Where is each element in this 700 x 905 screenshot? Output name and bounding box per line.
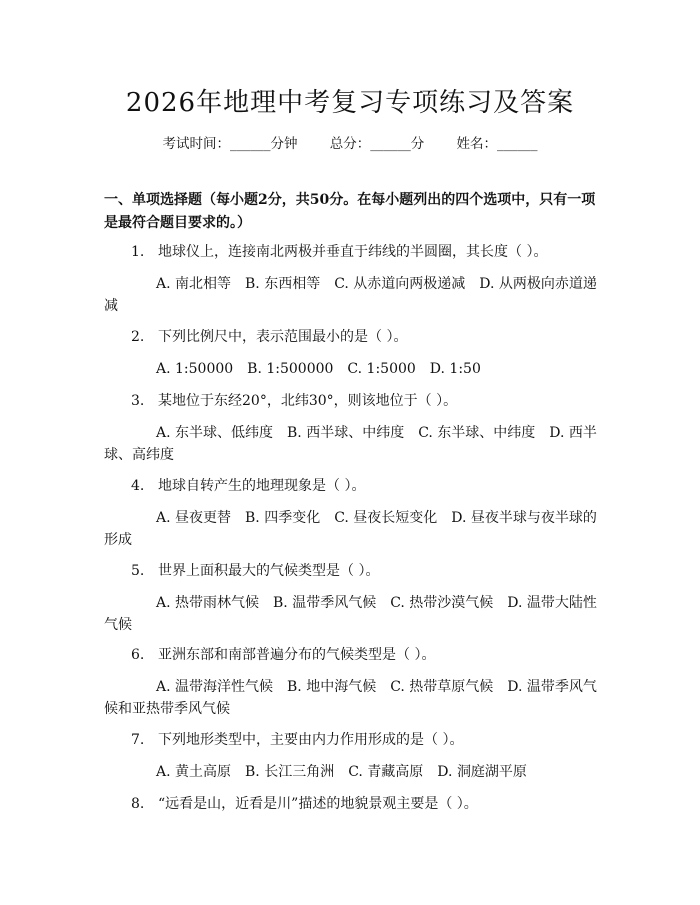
question-stem: “远看是山，近看是川”描述的地貌景观主要是（ ）。 [158, 796, 478, 812]
question-5-options: A. 热带雨林气候 B. 温带季风气候 C. 热带沙漠气候 D. 温带大陆性气候 [104, 595, 597, 633]
exam-time-field: 考试时间：______分钟 [162, 136, 298, 152]
question-number: 3. [131, 393, 145, 409]
question-stem: 某地位于东经20°，北纬30°，则该地位于（ ）。 [158, 393, 458, 409]
question-6-options: A. 温带海洋性气候 B. 地中海气候 C. 热带草原气候 D. 温带季风气候和亚热带季风气候 [104, 679, 597, 717]
question-8 [104, 793, 604, 815]
question-7-options: A. 黄土高原 B. 长江三角洲 C. 青藏高原 D. 洞庭湖平原 [156, 764, 527, 780]
student-name-field: 姓名：______ [456, 136, 538, 152]
question-number: 7. [131, 732, 145, 748]
section-heading: 一、单项选择题（每小题2分，共50分。在每小题列出的四个选项中，只有一项是最符合题目要求的。） [104, 192, 596, 231]
exam-meta [0, 132, 700, 152]
question-3 [104, 390, 604, 412]
question-1 [104, 241, 604, 263]
question-4-options: A. 昼夜更替 B. 四季变化 C. 昼夜长短变化 D. 昼夜半球与夜半球的形成 [104, 510, 597, 548]
question-3-options: A. 东半球、低纬度 B. 西半球、中纬度 C. 东半球、中纬度 D. 西半球、高纬度 [104, 425, 597, 463]
question-stem: 下列比例尺中，表示范围最小的是（ ）。 [158, 329, 408, 345]
question-stem: 地球仪上，连接南北两极并垂直于纬线的半圆圈，其长度（ ）。 [158, 244, 548, 260]
question-number: 6. [131, 647, 145, 663]
question-number: 1. [131, 244, 145, 260]
exam-title: 2026年地理中考复习专项练习及答案 [125, 88, 575, 118]
question-number: 5. [131, 563, 145, 579]
question-stem: 地球自转产生的地理现象是（ ）。 [158, 478, 366, 494]
question-2 [104, 326, 604, 348]
question-number: 4. [131, 478, 145, 494]
question-7 [104, 729, 604, 751]
question-1-options: A. 南北相等 B. 东西相等 C. 从赤道向两极递减 D. 从两极向赤道递减 [104, 276, 597, 314]
question-stem: 亚洲东部和南部普遍分布的气候类型是（ ）。 [158, 647, 436, 663]
question-number: 8. [131, 796, 145, 812]
question-stem: 下列地形类型中，主要由内力作用形成的是（ ）。 [158, 732, 464, 748]
question-stem: 世界上面积最大的气候类型是（ ）。 [158, 563, 380, 579]
question-number: 2. [131, 329, 145, 345]
question-6 [104, 644, 604, 666]
question-2-options: A. 1:50000 B. 1:500000 C. 1:5000 D. 1:50 [156, 361, 481, 377]
question-5 [104, 560, 604, 582]
total-score-field: 总分：______分 [329, 136, 425, 152]
question-4 [104, 475, 604, 497]
